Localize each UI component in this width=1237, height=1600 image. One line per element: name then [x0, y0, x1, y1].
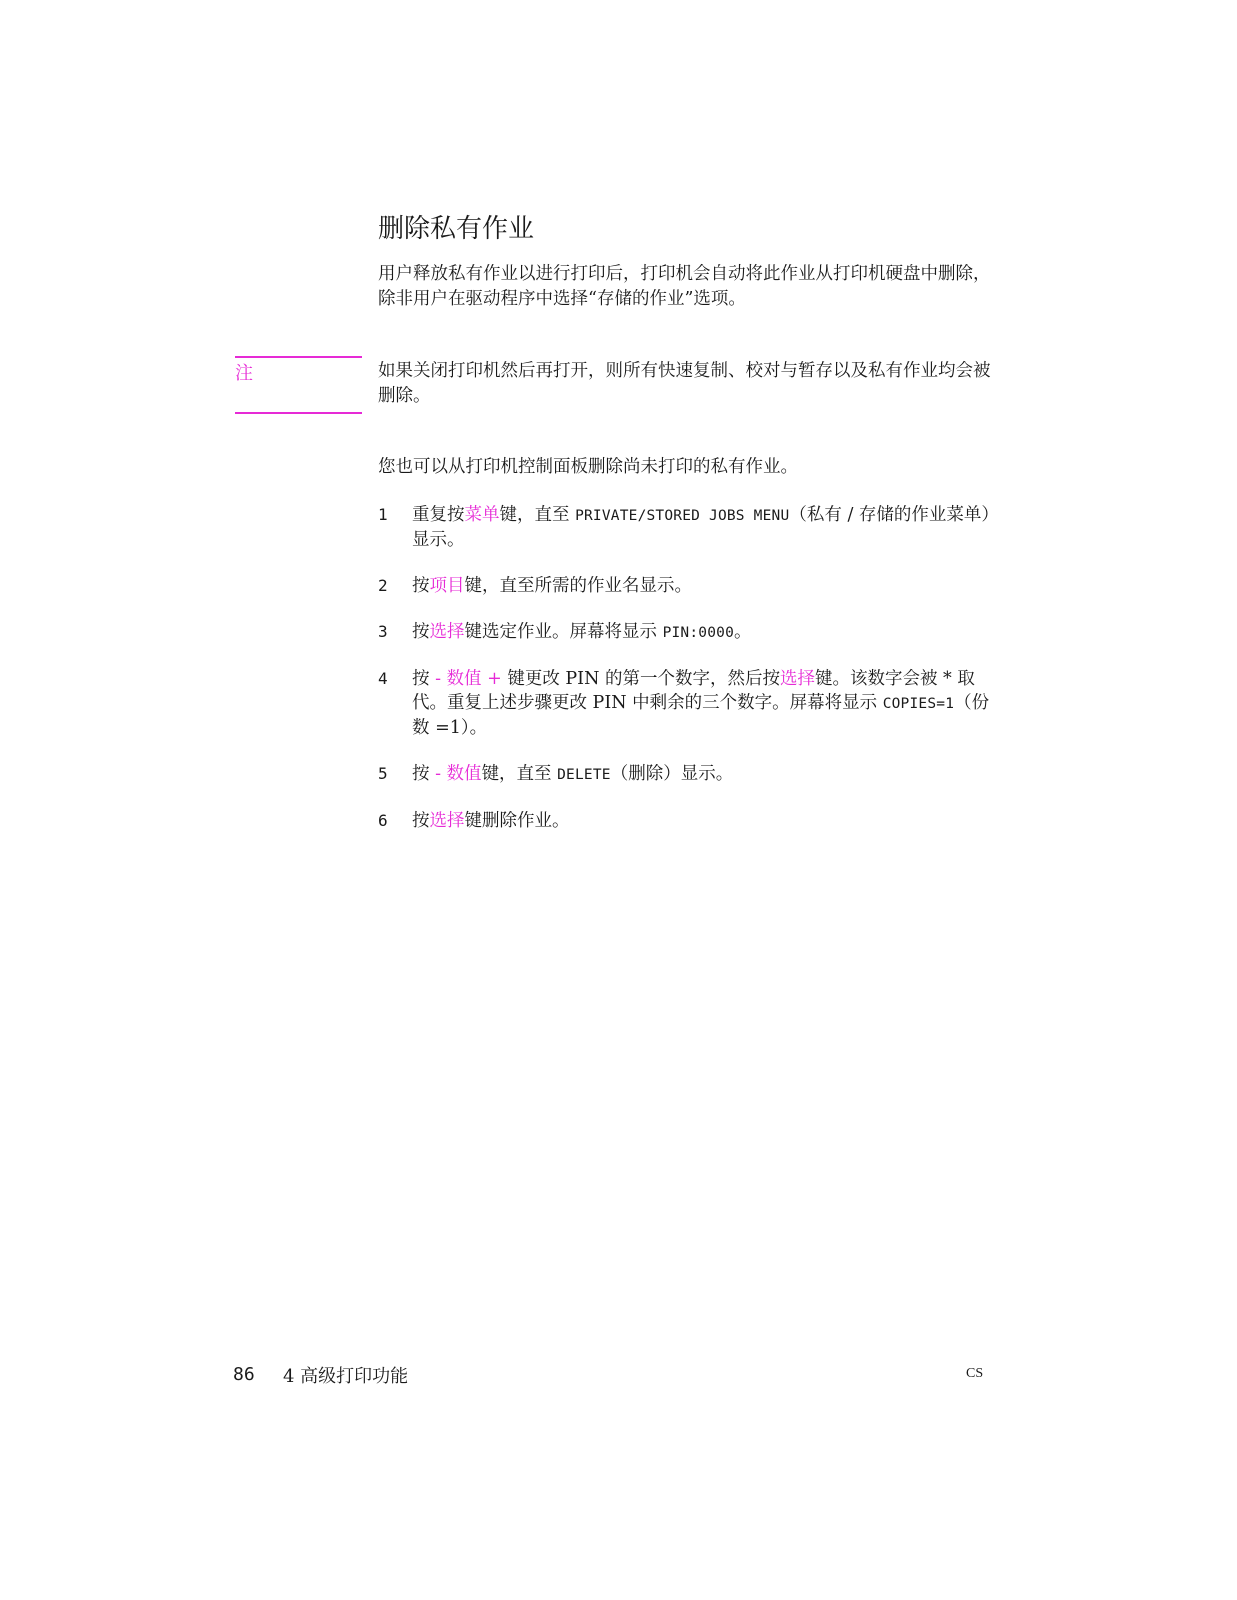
select-key-label: 选择 — [429, 622, 465, 642]
chapter-title: 4 高级打印功能 — [283, 1366, 409, 1387]
step-item — [378, 620, 994, 645]
step-item — [378, 809, 994, 833]
step-number: 4 — [378, 669, 388, 688]
item-key-label: 项目 — [429, 576, 465, 596]
step-text-part: 键。该数字会被 * 取代。重复上述步骤更改 PIN 中剩余的三个数字。屏幕将显示 — [412, 669, 975, 713]
step-text — [412, 762, 994, 787]
language-code: CS — [966, 1366, 984, 1381]
step-text-part: 键删除作业。 — [464, 811, 570, 831]
step-number: 5 — [378, 764, 388, 783]
step-text — [412, 574, 994, 598]
note-top-rule — [235, 356, 362, 358]
step-number: 2 — [378, 576, 388, 595]
step-text-part: 键，直至所需的作业名显示。 — [464, 576, 692, 596]
display-message: COPIES=1 — [882, 696, 955, 712]
note-bottom-rule — [235, 412, 362, 414]
step-item — [378, 762, 994, 787]
step-item — [378, 667, 994, 740]
step-text-part: 键更改 PIN 的第一个数字，然后按 — [501, 669, 780, 689]
step-text-part: 键，直至 — [481, 764, 558, 784]
value-key-label: - 数值 — [435, 764, 482, 784]
step-text — [412, 620, 994, 645]
step-text-part: 重复按 — [412, 505, 465, 525]
step-text-part: 按 — [412, 764, 436, 784]
step-text-part: 按 — [412, 811, 430, 831]
note-text: 如果关闭打印机然后再打开，则所有快速复制、校对与暂存以及私有作业均会被删除。 — [378, 361, 991, 406]
step-number: 1 — [378, 505, 388, 524]
steps-list — [378, 503, 994, 855]
display-message: PRIVATE/STORED JOBS MENU — [575, 508, 790, 524]
step-number: 6 — [378, 811, 388, 830]
select-key-label: 选择 — [429, 811, 465, 831]
menu-key-label: 菜单 — [464, 505, 500, 525]
step-text-part: 键，直至 — [499, 505, 576, 525]
display-message: DELETE — [557, 767, 611, 783]
step-text-part: （私有 / 存储的作业菜单）显示。 — [412, 505, 991, 550]
step-item — [378, 574, 994, 598]
select-key-label: 选择 — [779, 669, 815, 689]
step-text-part: 按 — [412, 622, 430, 642]
section-heading: 删除私有作业 — [378, 214, 535, 244]
step-text — [412, 667, 994, 740]
note-label: 注 — [235, 363, 253, 384]
step-text-part: （删除）显示。 — [610, 764, 734, 784]
step-number: 3 — [378, 622, 388, 641]
lead-paragraph: 您也可以从打印机控制面板删除尚未打印的私有作业。 — [378, 457, 798, 477]
step-text — [412, 809, 994, 833]
display-message: PIN:0000 — [662, 625, 735, 641]
step-text-part: 键选定作业。屏幕将显示 — [464, 622, 663, 642]
step-text-part: 按 — [412, 669, 436, 689]
step-text — [412, 503, 994, 552]
step-text-part: 。 — [734, 622, 752, 642]
step-item — [378, 503, 994, 552]
page-number: 86 — [233, 1364, 255, 1385]
intro-paragraph: 用户释放私有作业以进行打印后，打印机会自动将此作业从打印机硬盘中删除，除非用户在驱动程序中选择“存储的作业”选项。 — [378, 264, 991, 309]
value-key-label: - 数值 + — [435, 669, 502, 689]
step-text-part: 按 — [412, 576, 430, 596]
step-text-part: （份数 =1）。 — [412, 693, 990, 738]
